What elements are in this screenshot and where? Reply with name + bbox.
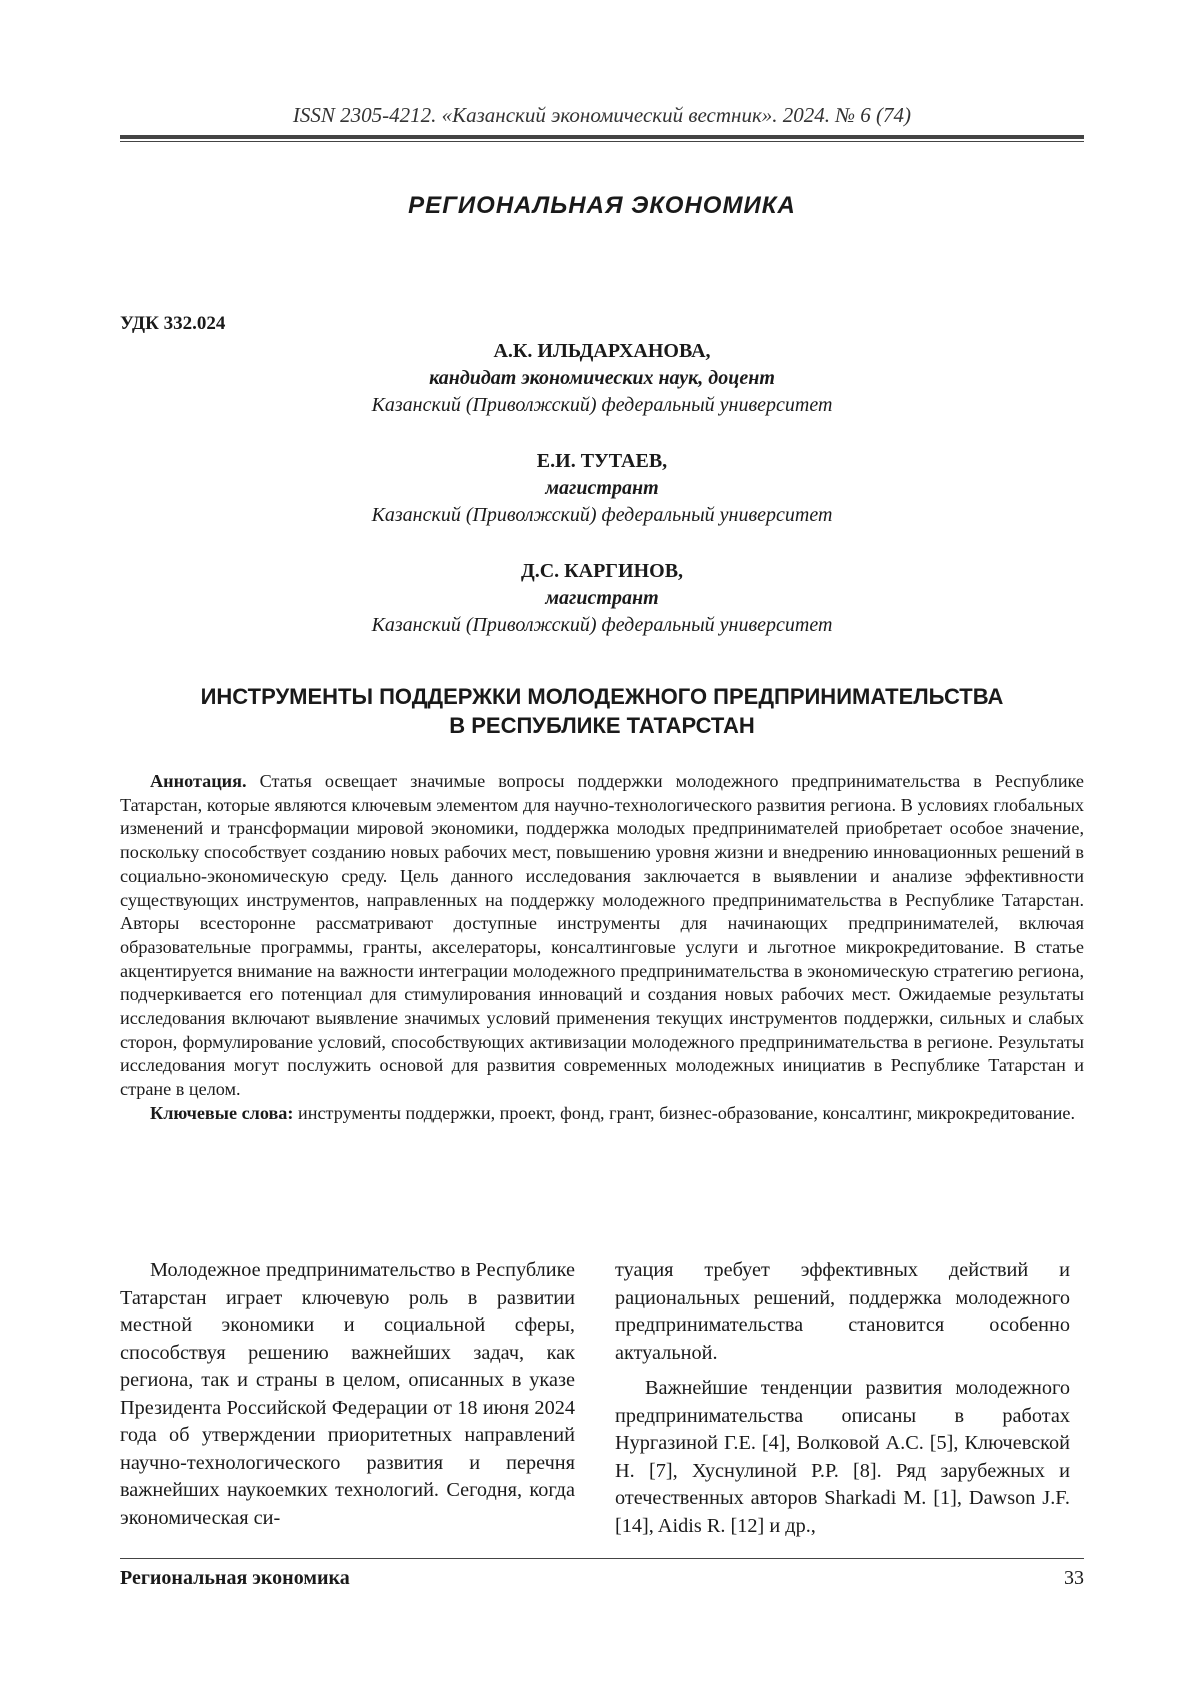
author-name: А.К. ИЛЬДАРХАНОВА, [493, 340, 711, 362]
author-name: Е.И. ТУТАЕВ, [536, 450, 668, 472]
article-title-line: В РЕСПУБЛИКЕ ТАТАРСТАН [449, 713, 755, 738]
author-block [120, 448, 1084, 529]
page-number: 33 [1064, 1567, 1084, 1589]
keywords-label: Ключевые слова: [150, 1102, 294, 1123]
author-block [120, 558, 1084, 639]
author-affiliation: Казанский (Приволжский) федеральный университет [371, 394, 833, 416]
header-rule [120, 135, 1084, 139]
author-degree: магистрант [545, 477, 659, 499]
body-paragraph: туация требует эффективных действий и рациональных решений, поддержка молодежного предпринимательства становится особенно актуальной. [615, 1259, 1070, 1364]
abstract-paragraph [120, 770, 1084, 1102]
abstract-label: Аннотация. [150, 771, 247, 791]
abstract-text: Статья освещает значимые вопросы поддержки молодежного предпринимательства в Республике Татарстан, которые являются ключевым элементом для научно-технологического развития региона. В условиях глобальных изменений и трансформации мировой экономики, поддержка молодых предпринимателей приобретает особое значение, поскольку способствует созданию новых рабочих мест, повышению уровня жизни и внедрению инновационных решений в социально-экономическую среду. Цель данного исследования заключается в выявлении и анализе эффективности существующих инструментов, направленных на поддержку молодежного предпринимательства в Республике Татарстан. Авторы всесторонне рассматривают доступные инструменты для начинающих предпринимателей, включая образовательные программы, гранты, акселераторы, консалтинговые услуги и льготное микрокредитование. В статье акцентируется внимание на важности интеграции молодежного предпринимательства в экономическую стратегию региона, подчеркивается его потенциал для стимулирования инноваций и создания новых рабочих мест. Ожидаемые результаты исследования включают выявление значимых условий применения текущих инструментов поддержки, сильных и слабых сторон, формулирование условий, способствующих активизации молодежного предпринимательства в регионе. Результаты исследования могут послужить основой для развития современных молодежных инициатив в Республике Татарстан и стране в целом. [120, 771, 1085, 1100]
author-degree: кандидат экономических наук, доцент [429, 367, 775, 389]
author-degree: магистрант [545, 587, 659, 609]
abstract-section [120, 770, 1084, 1126]
body-paragraph: Важнейшие тенденции развития молодежного предпринимательства описаны в работах Нургазиной Г.Е. [4], Волковой А.С. [5], Ключевской Н. [7], Хуснулиной Р.Р. [8]. Ряд зарубежных и отечественных авторов Sharkadi M. [1], Dawson J.F. [14], Aidis R. [12] и др., [615, 1377, 1070, 1537]
author-affiliation: Казанский (Приволжский) федеральный университет [371, 614, 833, 636]
author-block [120, 338, 1084, 419]
footer-rule [120, 1558, 1084, 1559]
author-affiliation: Казанский (Приволжский) федеральный университет [371, 504, 833, 526]
article-title [120, 682, 1084, 740]
body-column-right [615, 1257, 1070, 1540]
running-header: ISSN 2305-4212. «Казанский экономический вестник». 2024. № 6 (74) [292, 103, 912, 127]
body-paragraph: Молодежное предпринимательство в Республике Татарстан играет ключевую роль в развитии местной экономики и социальной сферы, способствуя решению важнейших задач, как региона, так и страны в целом, описанных в указе Президента Российской Федерации от 18 июня 2024 года об утверждении приоритетных направлений научно-технологического развития и перечня важнейших наукоемких технологий. Сегодня, когда экономическая си- [120, 1259, 575, 1529]
body-column-left [120, 1257, 575, 1532]
author-name: Д.С. КАРГИНОВ, [520, 560, 684, 582]
udc-code: УДК 332.024 [120, 313, 226, 334]
header-rule-thin [120, 141, 1084, 142]
keywords-paragraph [120, 1102, 1084, 1126]
article-title-line: ИНСТРУМЕНТЫ ПОДДЕРЖКИ МОЛОДЕЖНОГО ПРЕДПРИНИМАТЕЛЬСТВА [200, 684, 1004, 709]
footer-section-name: Региональная экономика [120, 1567, 350, 1589]
section-title: РЕГИОНАЛЬНАЯ ЭКОНОМИКА [408, 192, 796, 219]
keywords-text: инструменты поддержки, проект, фонд, грант, бизнес-образование, консалтинг, микрокредитование. [298, 1102, 1076, 1123]
